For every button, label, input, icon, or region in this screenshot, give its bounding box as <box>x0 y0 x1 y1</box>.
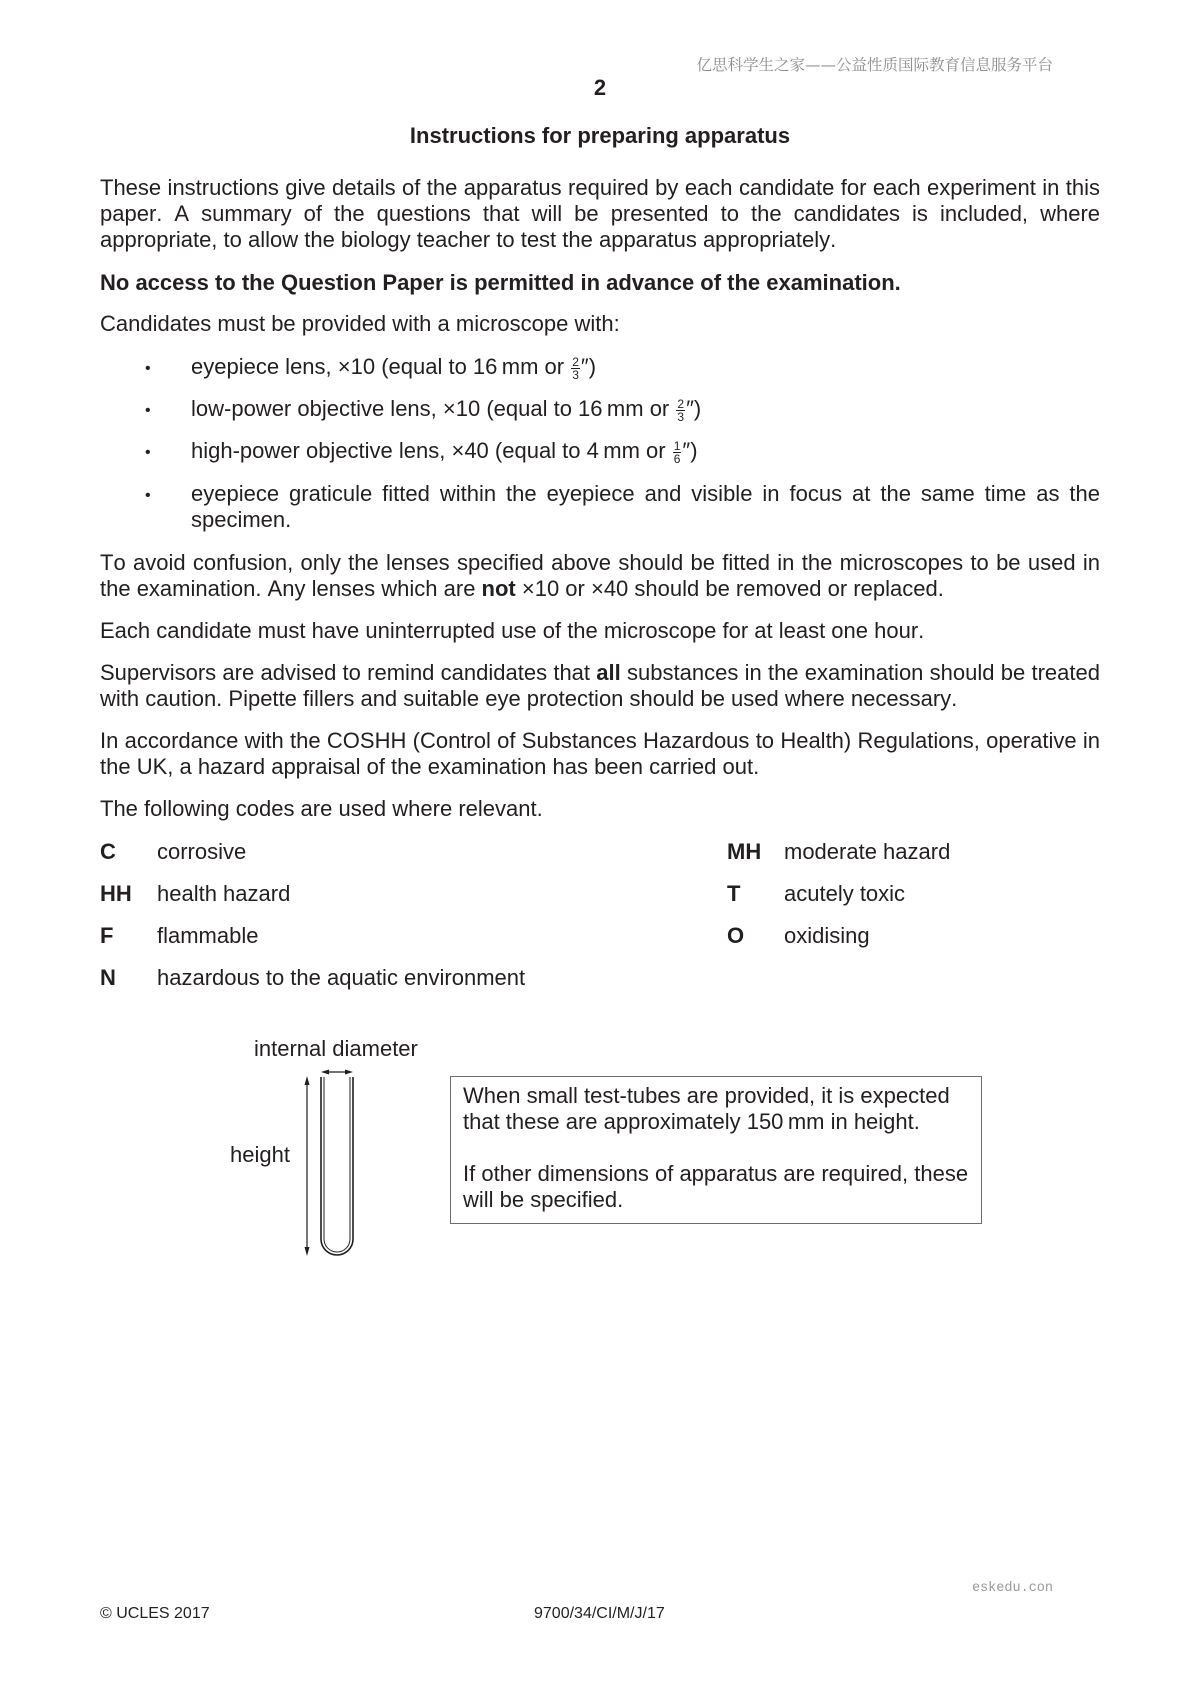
bullet-text <box>191 396 1100 422</box>
caution-emphasis: all <box>596 660 621 685</box>
fraction-denominator: 6 <box>673 451 681 466</box>
bullet-text-post: ″) <box>682 438 698 463</box>
paper-code: 9700/34/CI/M/J/17 <box>534 1605 665 1622</box>
note-paragraph: When small test-tubes are provided, it is expected that these are approximately 150 mm in height. <box>463 1083 950 1134</box>
usage-paragraph: Each candidate must have uninterrupted use of the microscope for at least one hour. <box>100 618 925 643</box>
confusion-emphasis: not <box>481 576 516 601</box>
fraction <box>673 438 682 466</box>
test-tube-outer-wall <box>321 1077 353 1255</box>
bullet-text <box>191 354 1100 380</box>
hazard-code: O <box>727 923 745 948</box>
diameter-arrowhead-right <box>345 1070 353 1075</box>
test-tube-note-box <box>450 1076 982 1224</box>
fraction-denominator: 3 <box>677 409 685 424</box>
fraction-denominator: 3 <box>572 367 579 382</box>
page-title: Instructions for preparing apparatus <box>409 123 791 148</box>
diameter-arrowhead-left <box>321 1070 329 1075</box>
lens-confusion-paragraph <box>100 550 1100 602</box>
intro-paragraph: These instructions give details of the apparatus required by each candidate for each experiment in this paper. A summary of the questions that will be presented to the candidates is included, where appropriate, to allow the biology teacher to test the apparatus appropriately. <box>100 175 1100 252</box>
bullet-text-pre: low-power objective lens, ×10 (equal to 16 mm or <box>191 396 676 421</box>
fraction <box>676 396 685 424</box>
bullet-text <box>191 438 1100 464</box>
fraction-numerator: 2 <box>677 396 685 411</box>
bullet-text-pre: high-power objective lens, ×40 (equal to 4 mm or <box>191 438 672 463</box>
bullet-text: eyepiece graticule fitted within the eyepiece and visible in focus at the same time as the specimen. <box>191 481 1100 532</box>
hazard-code: C <box>100 839 116 864</box>
list-item <box>100 354 1100 380</box>
height-arrowhead-bottom <box>305 1247 310 1256</box>
bullet-text-post: ″) <box>686 396 702 421</box>
list-item <box>100 438 1100 464</box>
caution-text-after: substances in the examination should be treated with caution. Pipette fillers and suitable eye protection should be used where necessary. <box>100 660 1100 711</box>
bullet-marker: • <box>145 444 151 461</box>
confusion-text-before: To avoid confusion, only the lenses specified above should be fitted in the microscopes to be used in the examination. Any lenses which are <box>100 550 1100 601</box>
bullet-text-pre: eyepiece lens, ×10 (equal to 16 mm or <box>191 354 571 379</box>
bullet-text-post: ″) <box>580 354 597 379</box>
bullet-marker: • <box>145 402 151 419</box>
bullet-marker: • <box>145 360 151 377</box>
hazard-meaning: moderate hazard <box>784 839 951 864</box>
codes-lead: The following codes are used where relevant. <box>100 796 543 821</box>
hazard-code: F <box>100 923 114 948</box>
test-tube-diagram <box>290 1060 370 1265</box>
caution-paragraph <box>100 660 1100 712</box>
fraction-numerator: 2 <box>572 354 579 369</box>
microscope-lead: Candidates must be provided with a microscope with: <box>100 311 620 336</box>
top-watermark: 亿思科学生之家——公益性质国际教育信息服务平台 <box>696 56 1053 74</box>
page-number: 2 <box>593 75 607 100</box>
bullet-marker: • <box>145 487 151 504</box>
hazard-meaning: acutely toxic <box>784 881 906 906</box>
caution-text-before: Supervisors are advised to remind candidates that <box>100 660 597 685</box>
fraction-numerator: 1 <box>673 438 681 453</box>
hazard-meaning: hazardous to the aquatic environment <box>157 965 526 990</box>
copyright: © UCLES 2017 <box>100 1605 210 1622</box>
list-item <box>100 481 1100 533</box>
coshh-paragraph: In accordance with the COSHH (Control of Substances Hazardous to Health) Regulations, operative in the UK, a hazard appraisal of the examination has been carried out. <box>100 728 1100 779</box>
access-notice: No access to the Question Paper is permitted in advance of the examination. <box>100 270 901 295</box>
test-tube-inner-wall <box>324 1077 350 1252</box>
fraction <box>571 354 580 382</box>
hazard-meaning: flammable <box>157 923 259 948</box>
hazard-code: N <box>100 965 116 990</box>
hazard-meaning: oxidising <box>784 923 870 948</box>
hazard-code: MH <box>727 839 762 864</box>
hazard-meaning: health hazard <box>157 881 291 906</box>
height-label: height <box>230 1142 290 1167</box>
hazard-meaning: corrosive <box>157 839 247 864</box>
hazard-code: HH <box>100 881 132 906</box>
bottom-watermark: eskedu.con <box>971 1581 1053 1596</box>
confusion-text-after: ×10 or ×40 should be removed or replaced. <box>515 576 944 601</box>
hazard-code: T <box>727 881 741 906</box>
note-paragraph: If other dimensions of apparatus are required, these will be specified. <box>463 1161 969 1212</box>
diameter-label: internal diameter <box>254 1036 418 1061</box>
height-arrowhead-top <box>305 1076 310 1085</box>
list-item <box>100 396 1100 422</box>
